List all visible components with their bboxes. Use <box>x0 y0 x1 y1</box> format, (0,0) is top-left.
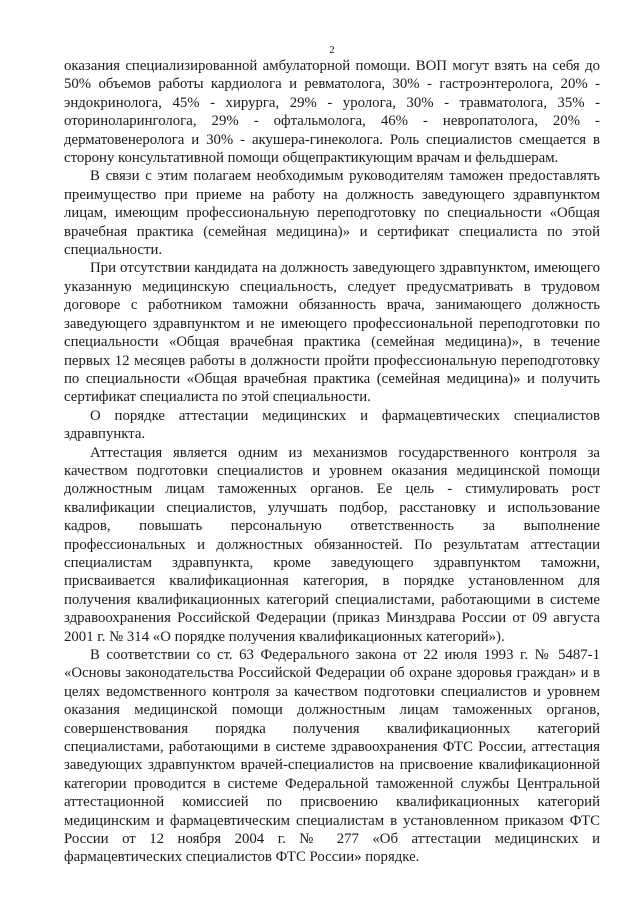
paragraph-attestation-purpose: Аттестация является одним из механизмов государственного контроля за качеством подготовки специалистов и уровнем оказания медицинской помощи должностным лицам таможенных органов. Ее цель - стимулировать рост квалификации специалистов, улучшать подбор, расстановку и использование кадров, повышать персональную ответственность за выполнение профессиональных и должностных обязанностей. По результатам аттестации специалистам здравпункта, кроме заведующего здравпунктом таможни, присваивается квалификационная категория, в порядке установленном для получения квалификационных категорий специалистами, работающими в системе здравоохранения Российской Федерации (приказ Минздрава России от 09 августа 2001 г. № 314 «О порядке получения квалификационных категорий»). <box>64 444 600 645</box>
page-number: 2 <box>329 44 335 56</box>
paragraph-no-candidate: При отсутствии кандидата на должность заведующего здравпунктом, имеющего указанную медицинскую специальность, следует предусматривать в трудовом договоре с работником таможни обязанность врача, занимающего должность заведующего здравпунктом и не имеющего профессиональной переподготовки по специальности «Общая врачебная практика (семейная медицина)», в течение первых 12 месяцев работы в должности пройти профессиональную переподготовку по специальности «Общая врачебная практика (семейная медицина)» и получить сертификат специалиста по этой специальности. <box>64 260 600 406</box>
document-body <box>64 57 600 867</box>
paragraph-preference-gp-training: В связи с этим полагаем необходимым руководителям таможен предоставлять преимущество при приеме на работу на должность заведующего здравпунктом лицам, имеющим профессиональную переподготовку по специальности «Общая врачебная практика (семейная медицина)» и сертификат специалиста по этой специальности. <box>64 168 600 259</box>
paragraph-attestation-procedure: В соответствии со ст. 63 Федерального закона от 22 июля 1993 г. № 5487-1 «Основы законодательства Российской Федерации об охране здоровья граждан» и в целях ведомственного контроля за качеством подготовки специалистов и уровнем оказания медицинской помощи должностным лицам таможенных органов, совершенствования порядка получения квалификационных категорий специалистами, работающими в системе здравоохранения ФТС России, аттестация заведующих здравпунктом врачей-специалистов на присвоение квалификационной категории проводится в системе Федеральной таможенной службы Центральной аттестационной комиссией по присвоению квалификационных категорий медицинским и фармацевтическим специалистам в установленном приказом ФТС России от 12 ноября 2004 г. № 277 «Об аттестации медицинских и фармацевтических специалистов ФТС России» порядке. <box>64 647 600 866</box>
paragraph-attestation-heading: О порядке аттестации медицинских и фармацевтических специалистов здравпункта. <box>64 407 600 443</box>
paragraph-continuation: оказания специализированной амбулаторной помощи. ВОП могут взять на себя до 50% объемов работы кардиолога и ревматолога, 30% - гастроэнтеролога, 20% - эндокринолога, 45% - хирурга, 29% - уролога, 30% - травматолога, 35% - оториноларинголога, 29% - офтальмолога, 46% - невропатолога, 20% - дерматовенеролога и 30% - акушера-гинеколога. Роль специалистов смещается в сторону консультативной помощи общепрактикующим врачам и фельдшерам. <box>64 58 600 167</box>
